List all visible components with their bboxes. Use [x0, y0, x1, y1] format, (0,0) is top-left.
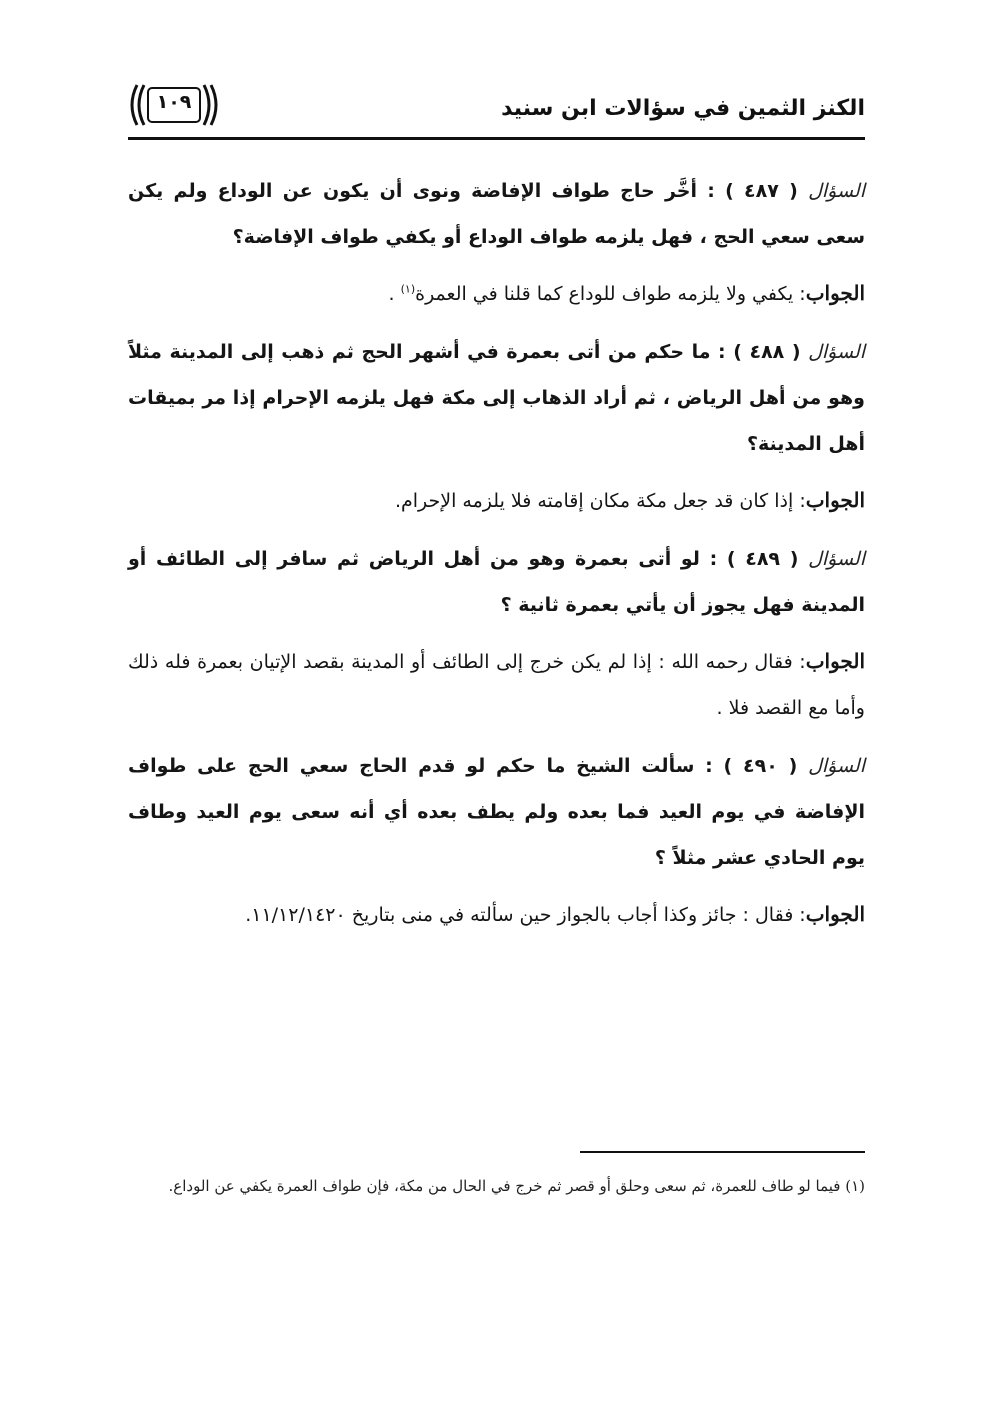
- answer-text: : إذا كان قد جعل مكة مكان إقامته فلا يلزمه الإحرام.: [394, 490, 806, 512]
- page-number: ١٠٩: [156, 91, 192, 113]
- answer-text: : فقال رحمه الله : إذا لم يكن خرج إلى الطائف أو المدينة بقصد الإتيان بعمرة فله ذلك وأما مع القصد فلا .: [128, 651, 865, 719]
- answer-489: [128, 638, 865, 731]
- page-number-frame: [130, 82, 218, 128]
- question-text: ( ٤٨٨ ) : ما حكم من أتى بعمرة في أشهر الحج ثم ذهب إلى المدينة مثلاً وهو من أهل الرياض ، ثم أراد الذهاب إلى مكة فهل يلزمه الإحرام إذا مر بميقات أهل المدينة؟: [128, 341, 865, 455]
- header-rule: [128, 137, 865, 140]
- footnote-reference[interactable]: (١): [400, 282, 416, 296]
- question-label: السؤال: [808, 341, 865, 363]
- question-label: السؤال: [808, 755, 865, 777]
- answer-490: [128, 891, 865, 938]
- answer-label: الجواب: [805, 649, 865, 673]
- question-text: ( ٤٩٠ ) : سألت الشيخ ما حكم لو قدم الحاج سعي الحج على طواف الإفاضة في يوم العيد فما بعده ولم يطف بعده أي أنه سعى يوم العيد وطاف يوم الحادي عشر مثلاً ؟: [128, 755, 865, 869]
- page-header: [128, 78, 865, 140]
- main-content: [128, 168, 865, 938]
- question-487: [128, 168, 865, 260]
- question-text: ( ٤٨٩ ) : لو أتى بعمرة وهو من أهل الرياض ثم سافر إلى الطائف أو المدينة فهل يجوز أن يأتي بعمرة ثانية ؟: [128, 548, 865, 616]
- answer-label: الجواب: [805, 902, 865, 926]
- running-title: الكنز الثمين في سؤالات ابن سنيد: [501, 96, 865, 121]
- question-label: السؤال: [808, 180, 865, 202]
- question-490: [128, 743, 865, 881]
- question-text: ( ٤٨٧ ) : أخَّر حاج طواف الإفاضة ونوى أن يكون عن الوداع ولم يكن سعى سعي الحج ، فهل يلزمه طواف الوداع أو يكفي طواف الإفاضة؟: [128, 180, 865, 248]
- footnote-separator: [580, 1151, 865, 1153]
- answer-text: : فقال : جائز وكذا أجاب بالجواز حين سألته في منى بتاريخ ١١/١٢/١٤٢٠.: [245, 904, 806, 926]
- question-label: السؤال: [808, 548, 865, 570]
- answer-label: الجواب: [805, 488, 865, 512]
- answer-label: الجواب: [805, 281, 865, 305]
- answer-text: : يكفي ولا يلزمه طواف للوداع كما قلنا في العمرة: [415, 283, 806, 305]
- answer-488: [128, 477, 865, 524]
- answer-487: [128, 270, 865, 317]
- footnote: (١) فيما لو طاف للعمرة، ثم سعى وحلق أو قصر ثم خرج في الحال من مكة، فإن طواف العمرة يكفي عن الوداع.: [168, 1177, 865, 1195]
- answer-tail: .: [388, 283, 401, 305]
- question-489: [128, 536, 865, 628]
- question-488: [128, 329, 865, 467]
